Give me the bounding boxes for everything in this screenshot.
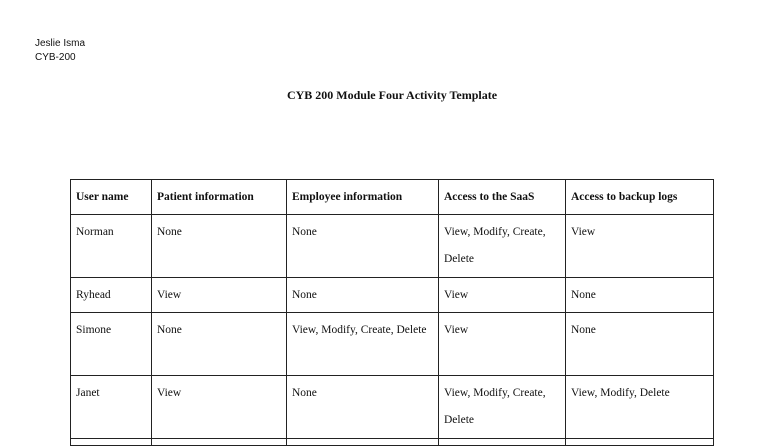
table-cell: View, Modify, Create, Delete	[439, 215, 566, 278]
table-cell: View	[566, 215, 714, 278]
table-cell: Ryhead	[71, 278, 152, 313]
table-cell	[439, 439, 566, 446]
table-cell	[287, 439, 439, 446]
table-cell: None	[152, 215, 287, 278]
table-cell	[71, 439, 152, 446]
table-row	[71, 215, 714, 278]
table-cell: View, Modify, Create, Delete	[287, 313, 439, 376]
table-cell: None	[152, 313, 287, 376]
table-cell: None	[287, 278, 439, 313]
document-title: CYB 200 Module Four Activity Template	[286, 88, 498, 102]
table-cell: None	[287, 215, 439, 278]
table-cell: View	[152, 376, 287, 439]
author-name: Jeslie Isma	[35, 38, 86, 49]
access-table	[70, 179, 714, 446]
table-row	[71, 439, 714, 446]
table-cell: View	[152, 278, 287, 313]
course-code: CYB-200	[35, 52, 76, 63]
table-cell	[152, 439, 287, 446]
table-cell: Norman	[71, 215, 152, 278]
table-cell: Janet	[71, 376, 152, 439]
table-cell: None	[566, 313, 714, 376]
table-cell: View	[439, 278, 566, 313]
table-cell: View	[439, 313, 566, 376]
header-employee-information: Employee information	[287, 180, 439, 215]
table-cell: View, Modify, Create, Delete	[439, 376, 566, 439]
table-cell	[566, 439, 714, 446]
table-row	[71, 278, 714, 313]
header-access-backup-logs: Access to backup logs	[566, 180, 714, 215]
header-user-name: User name	[71, 180, 152, 215]
table-header-row	[71, 180, 714, 215]
table-cell: None	[287, 376, 439, 439]
header-access-saas: Access to the SaaS	[439, 180, 566, 215]
table-cell: Simone	[71, 313, 152, 376]
header-patient-information: Patient information	[152, 180, 287, 215]
table-row	[71, 313, 714, 376]
table-cell: None	[566, 278, 714, 313]
table-cell: View, Modify, Delete	[566, 376, 714, 439]
author-block	[35, 37, 85, 65]
table-row	[71, 376, 714, 439]
